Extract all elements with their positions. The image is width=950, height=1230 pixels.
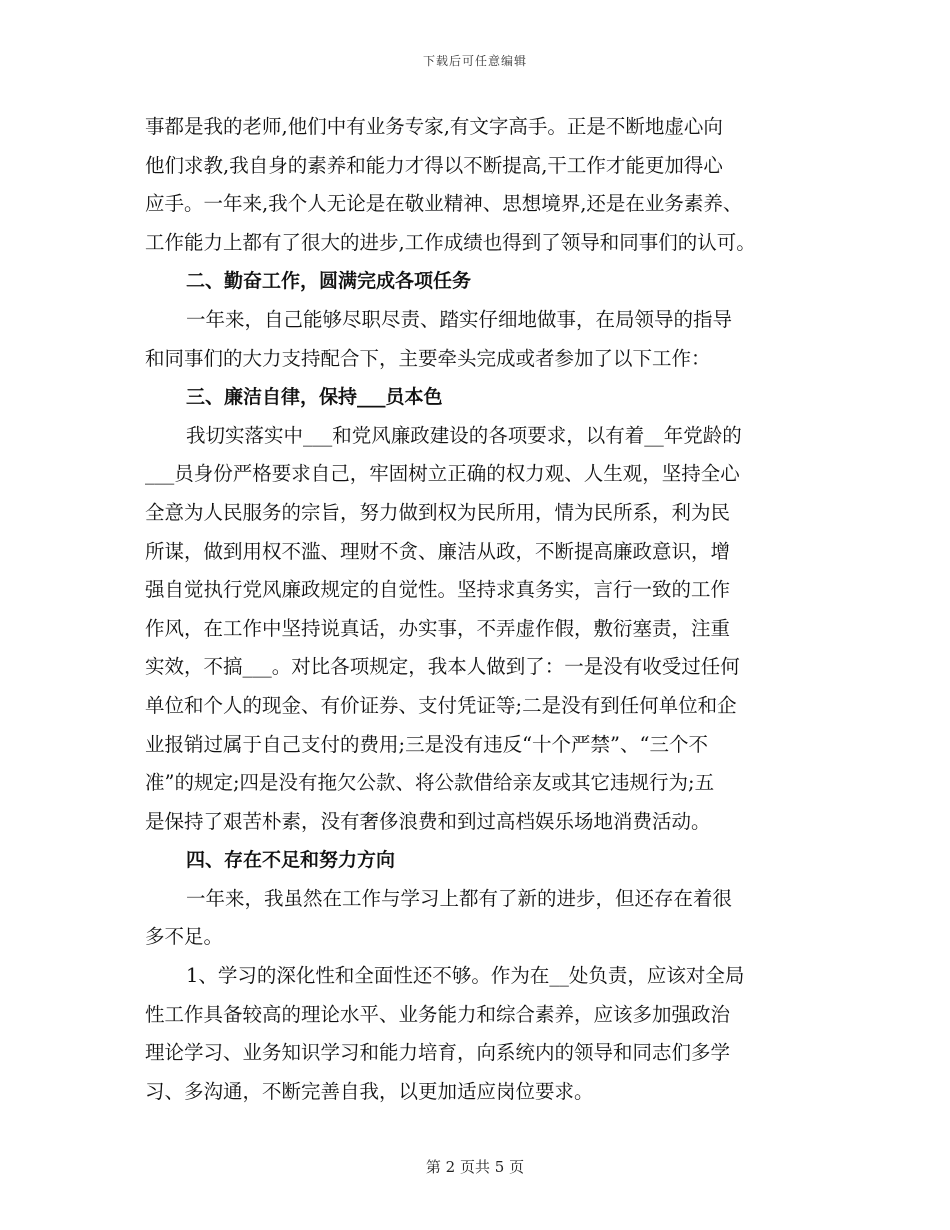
paragraph-line: 单位和个人的现金、有价证券、支付凭证等;二是没有到任何单位和企 [145, 693, 737, 717]
paragraph-line: 性工作具备较高的理论水平、业务能力和综合素养，应该多加强政治 [145, 1002, 731, 1026]
paragraph-line: 1、学习的深化性和全面性还不够。作为在__处负责，应该对全局 [186, 964, 745, 988]
paragraph-line: 强自觉执行党风廉政规定的自觉性。坚持求真务实，言行一致的工作 [145, 578, 731, 602]
paragraph-line: 和同事们的大力支持配合下，主要牵头完成或者参加了以下工作： [145, 346, 711, 370]
paragraph-line: 作风，在工作中坚持说真话，办实事，不弄虚作假，敷衍塞责，注重 [145, 616, 731, 640]
paragraph-line: 全意为人民服务的宗旨，努力做到权为民所用，情为民所系，利为民 [145, 500, 731, 524]
paragraph-line: 准”的规定;四是没有拖欠公款、将公款借给亲友或其它违规行为;五 [145, 771, 715, 795]
paragraph-line: 我切实落实中___和党风廉政建设的各项要求，以有着__年党龄的 [186, 423, 742, 447]
paragraph-line: 所谋，做到用权不滥、理财不贪、廉洁从政，不断提高廉政意识，增 [145, 539, 731, 563]
page-footer: 第 2 页共 5 页 [425, 1158, 525, 1176]
document-body [145, 108, 815, 1111]
paragraph-line: 习、多沟通，不断完善自我，以更加适应岗位要求。 [145, 1079, 594, 1103]
paragraph-line: ___员身份严格要求自己，牢固树立正确的权力观、人生观，坚持全心 [145, 462, 740, 486]
paragraph-line: 是保持了艰苦朴素，没有奢侈浪费和到过高档娱乐场地消费活动。 [145, 809, 711, 833]
paragraph-line: 工作能力上都有了很大的进步,工作成绩也得到了领导和同事们的认可。 [145, 230, 756, 254]
paragraph-line: 一年来，自己能够尽职尽责、踏实仔细地做事，在局领导的指导 [186, 307, 733, 331]
paragraph-line: 他们求教,我自身的素养和能力才得以不断提高,干工作才能更加得心 [145, 153, 723, 177]
paragraph-line: 实效，不搞___。对比各项规定，我本人做到了：一是没有收受过任何 [145, 655, 740, 679]
paragraph-line: 应手。一年来,我个人无论是在敬业精神、思想境界,还是在业务素养、 [145, 192, 743, 216]
paragraph-line: 多不足。 [145, 925, 224, 949]
section-heading: 三、廉洁自律，保持___员本色 [186, 386, 443, 409]
paragraph-line: 业报销过属于自己支付的费用;三是没有违反“十个严禁”、“三个不 [145, 732, 708, 756]
section-heading: 二、勤奋工作，圆满完成各项任务 [186, 270, 472, 293]
paragraph-line: 一年来，我虽然在工作与学习上都有了新的进步，但还存在着很 [186, 886, 733, 910]
page-header: 下载后可任意编辑 [422, 54, 527, 68]
section-heading: 四、存在不足和努力方向 [186, 849, 396, 872]
paragraph-line: 理论学习、业务知识学习和能力培育，向系统内的领导和同志们多学 [145, 1041, 731, 1065]
paragraph-line: 事都是我的老师,他们中有业务专家,有文字高手。正是不断地虚心向 [145, 115, 723, 138]
